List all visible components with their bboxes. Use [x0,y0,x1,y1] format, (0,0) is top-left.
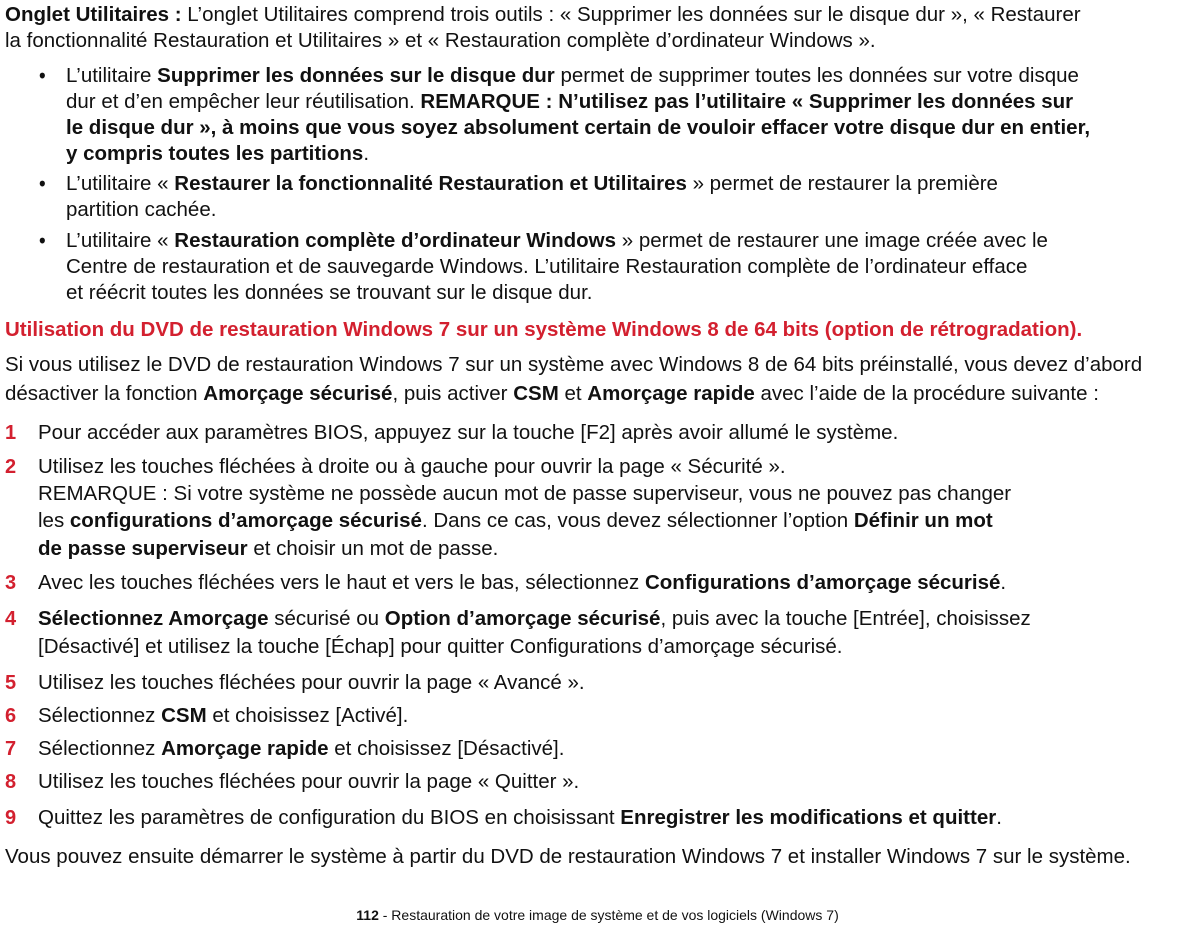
section-heading: Utilisation du DVD de restauration Windows 7 sur un système Windows 8 de 64 bits (option de rétrogradation). [5,318,1083,341]
step-number: 7 [5,738,17,760]
bullet-1-line-4: y compris toutes les partitions. [66,142,370,165]
step-number: 4 [5,608,17,630]
step-number: 5 [5,672,17,694]
intro-line-2: la fonctionnalité Restauration et Utilitaires » et « Restauration complète d’ordinateur Windows ». [5,29,876,52]
step-number: 8 [5,771,17,793]
step-number: 3 [5,572,17,594]
bullet-icon: • [37,229,48,253]
para-line-1: Si vous utilisez le DVD de restauration Windows 7 sur un système avec Windows 8 de 64 bits préinstallé, vous devez d’abord [5,353,1143,376]
step-5: Utilisez les touches fléchées pour ouvrir la page « Avancé ». [38,671,585,694]
bullet-1-line-2: dur et d’en empêcher leur réutilisation. REMARQUE : N’utilisez pas l’utilitaire « Supprimer les données sur [66,90,1074,113]
step-2-line-3: les configurations d’amorçage sécurisé. Dans ce cas, vous devez sélectionner l’option Définir un mot [38,509,993,532]
step-number: 9 [5,807,17,829]
intro-label: Onglet Utilitaires : [5,3,182,26]
bullet-1-line-1: L’utilitaire Supprimer les données sur le disque dur permet de supprimer toutes les données sur votre disque [66,64,1079,87]
step-number: 1 [5,422,17,444]
step-2-line-1: Utilisez les touches fléchées à droite ou à gauche pour ouvrir la page « Sécurité ». [38,455,786,478]
step-9: Quittez les paramètres de configuration du BIOS en choisissant Enregistrer les modifications et quitter. [38,806,1002,829]
step-2-line-2: REMARQUE : Si votre système ne possède aucun mot de passe superviseur, vous ne pouvez pas changer [38,482,1012,505]
page-number: 112 [356,907,379,923]
intro-line-1: Onglet Utilitaires : L’onglet Utilitaires comprend trois outils : « Supprimer les données sur le disque dur », « Restaurer [5,3,1081,26]
para-line-2: désactiver la fonction Amorçage sécurisé, puis activer CSM et Amorçage rapide avec l’aide de la procédure suivante : [5,382,1099,405]
step-number: 6 [5,705,17,727]
page-footer [0,907,1195,923]
step-number: 2 [5,456,17,478]
step-3: Avec les touches fléchées vers le haut et vers le bas, sélectionnez Configurations d’amorçage sécurisé. [38,571,1007,594]
step-7: Sélectionnez Amorçage rapide et choisissez [Désactivé]. [38,737,565,760]
step-8: Utilisez les touches fléchées pour ouvrir la page « Quitter ». [38,770,580,793]
step-2-line-4: de passe superviseur et choisir un mot de passe. [38,537,499,560]
footer-title: - Restauration de votre image de système et de vos logiciels (Windows 7) [378,907,839,923]
bullet-3-line-1: L’utilitaire « Restauration complète d’ordinateur Windows » permet de restaurer une image créée avec le [66,229,1048,252]
bullet-icon: • [37,64,48,88]
bullet-3-line-2: Centre de restauration et de sauvegarde Windows. L’utilitaire Restauration complète de l’ordinateur efface [66,255,1028,278]
closing-paragraph: Vous pouvez ensuite démarrer le système à partir du DVD de restauration Windows 7 et installer Windows 7 sur le système. [5,845,1131,868]
step-6: Sélectionnez CSM et choisissez [Activé]. [38,704,409,727]
bullet-1-line-3: le disque dur », à moins que vous soyez absolument certain de vouloir effacer votre disque dur en entier, [66,116,1091,139]
step-4-line-2: [Désactivé] et utilisez la touche [Échap] pour quitter Configurations d’amorçage sécurisé. [38,635,843,658]
bullet-2-line-1: L’utilitaire « Restaurer la fonctionnalité Restauration et Utilitaires » permet de restaurer la première [66,172,998,195]
bullet-3-line-3: et réécrit toutes les données se trouvant sur le disque dur. [66,281,593,304]
step-1: Pour accéder aux paramètres BIOS, appuyez sur la touche [F2] après avoir allumé le système. [38,421,899,444]
step-4-line-1: Sélectionnez Amorçage sécurisé ou Option d’amorçage sécurisé, puis avec la touche [Entrée], choisissez [38,607,1031,630]
bullet-icon: • [37,172,48,196]
bullet-2-line-2: partition cachée. [66,198,217,221]
